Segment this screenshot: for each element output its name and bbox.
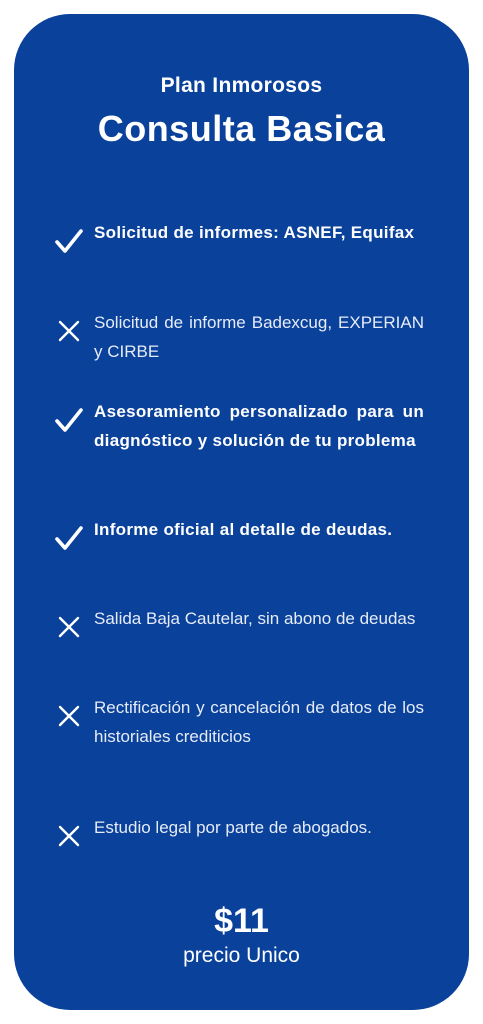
cross-icon (54, 821, 88, 851)
feature-item (54, 813, 424, 851)
plan-title: Consulta Basica (97, 108, 386, 149)
feature-item (54, 515, 424, 553)
pricing-card (14, 14, 469, 1010)
feature-text: Asesoramiento personalizado para un diagnóstico y solución de tu problema (94, 402, 424, 450)
feature-text: Estudio legal por parte de abogados. (94, 818, 372, 837)
price-note: precio Unico (183, 944, 300, 967)
feature-item (54, 397, 424, 455)
cross-icon (54, 316, 88, 346)
feature-text: Informe oficial al detalle de deudas. (94, 520, 393, 539)
price-amount: $11 (214, 902, 269, 940)
feature-item (54, 693, 424, 751)
plan-label: Plan Inmorosos (160, 74, 323, 97)
cross-icon (54, 612, 88, 642)
feature-text: Rectificación y cancelación de datos de los historiales crediticios (94, 698, 424, 746)
cross-icon (54, 701, 88, 731)
check-icon (54, 405, 88, 435)
feature-text: Solicitud de informe Badexcug, EXPERIAN y CIRBE (94, 313, 424, 361)
check-icon (54, 523, 88, 553)
check-icon (54, 226, 88, 256)
feature-item (54, 218, 424, 256)
feature-item (54, 308, 424, 366)
feature-text: Salida Baja Cautelar, sin abono de deudas (94, 609, 416, 628)
feature-item (54, 604, 424, 642)
feature-text: Solicitud de informes: ASNEF, Equifax (94, 223, 415, 242)
